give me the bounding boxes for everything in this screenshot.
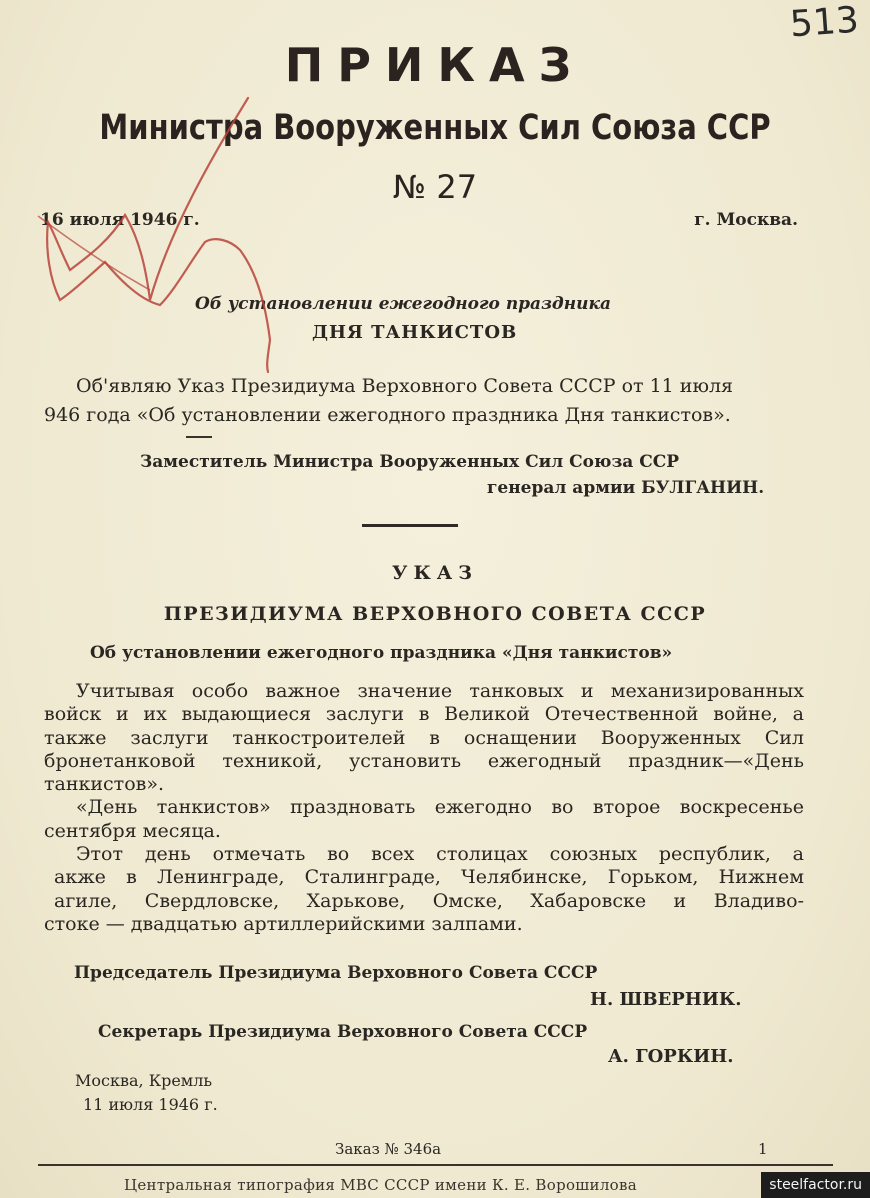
section-divider	[362, 524, 458, 527]
decree-p3-line: агиле, Свердловске, Харькове, Омске, Хабаровске и Владиво-	[54, 889, 804, 912]
order-number: № 27	[392, 168, 478, 206]
decree-subject: Об установлении ежегодного праздника «Дня танкистов»	[90, 643, 673, 663]
decree-p1-line: также заслуги танкостроителей в оснащении Вооруженных Сил	[44, 726, 804, 749]
order-text-line2: 946 года «Об установлении ежегодного праздника Дня танкистов».	[44, 404, 731, 426]
decree-p1-line: Учитывая особо важное значение танковых и механизированных	[76, 680, 804, 702]
order-city: г. Москва.	[694, 210, 798, 230]
chairman-name: Н. ШВЕРНИК.	[590, 989, 742, 1010]
secretary-title: Секретарь Президиума Верховного Совета СССР	[98, 1022, 588, 1042]
decree-p2-line: сентября месяца.	[44, 819, 221, 842]
order-text-line1: Об'являю Указ Президиума Верховного Совета СССР от 11 июля	[76, 375, 734, 397]
decree-body	[44, 680, 804, 936]
short-divider	[186, 436, 212, 438]
page-title: ПРИКАЗ	[284, 38, 586, 92]
page-number: 1	[758, 1140, 768, 1158]
decree-p3-line: стоке — двадцатью артиллерийскими залпами.	[44, 912, 523, 935]
decree-p1-line: бронетанковой техникой, установить ежегодный праздник—«День	[44, 749, 804, 772]
secretary-name: А. ГОРКИН.	[608, 1046, 734, 1067]
order-subject-line1: Об установлении ежегодного праздника	[195, 294, 612, 314]
footer-divider	[38, 1164, 833, 1166]
order-subject-line2: ДНЯ ТАНКИСТОВ	[312, 322, 518, 343]
signer-name: генерал армии БУЛГАНИН.	[487, 478, 765, 498]
decree-date: 11 июля 1946 г.	[83, 1095, 218, 1114]
decree-p3-line: акже в Ленинграде, Сталинграде, Челябинске, Горьком, Нижнем	[54, 866, 804, 889]
decree-p1-line: войск и их выдающиеся заслуги в Великой Отечественной войне, а	[44, 703, 804, 726]
printer-line: Центральная типография МВС СССР имени К. Е. Ворошилова	[124, 1176, 637, 1194]
decree-heading: УКАЗ	[392, 562, 478, 584]
decree-p2-line: «День танкистов» праздновать ежегодно во второе воскресенье	[76, 796, 804, 819]
decree-p1-line: танкистов».	[44, 773, 164, 796]
order-date: 16 июля 1946 г.	[40, 210, 200, 230]
handwritten-number: 513	[788, 0, 861, 46]
page-subtitle: Министра Вооруженных Сил Союза ССР	[99, 108, 771, 148]
decree-place: Москва, Кремль	[75, 1071, 213, 1090]
signer-title: Заместитель Министра Вооруженных Сил Союза ССР	[140, 452, 680, 472]
chairman-title: Председатель Президиума Верховного Совета СССР	[74, 963, 598, 983]
decree-issuer: ПРЕЗИДИУМА ВЕРХОВНОГО СОВЕТА СССР	[163, 603, 707, 625]
decree-p3-line: Этот день отмечать во всех столицах союзных республик, а	[76, 843, 804, 866]
watermark-label: steelfactor.ru	[761, 1172, 870, 1198]
print-order-number: Заказ № 346а	[335, 1140, 442, 1158]
